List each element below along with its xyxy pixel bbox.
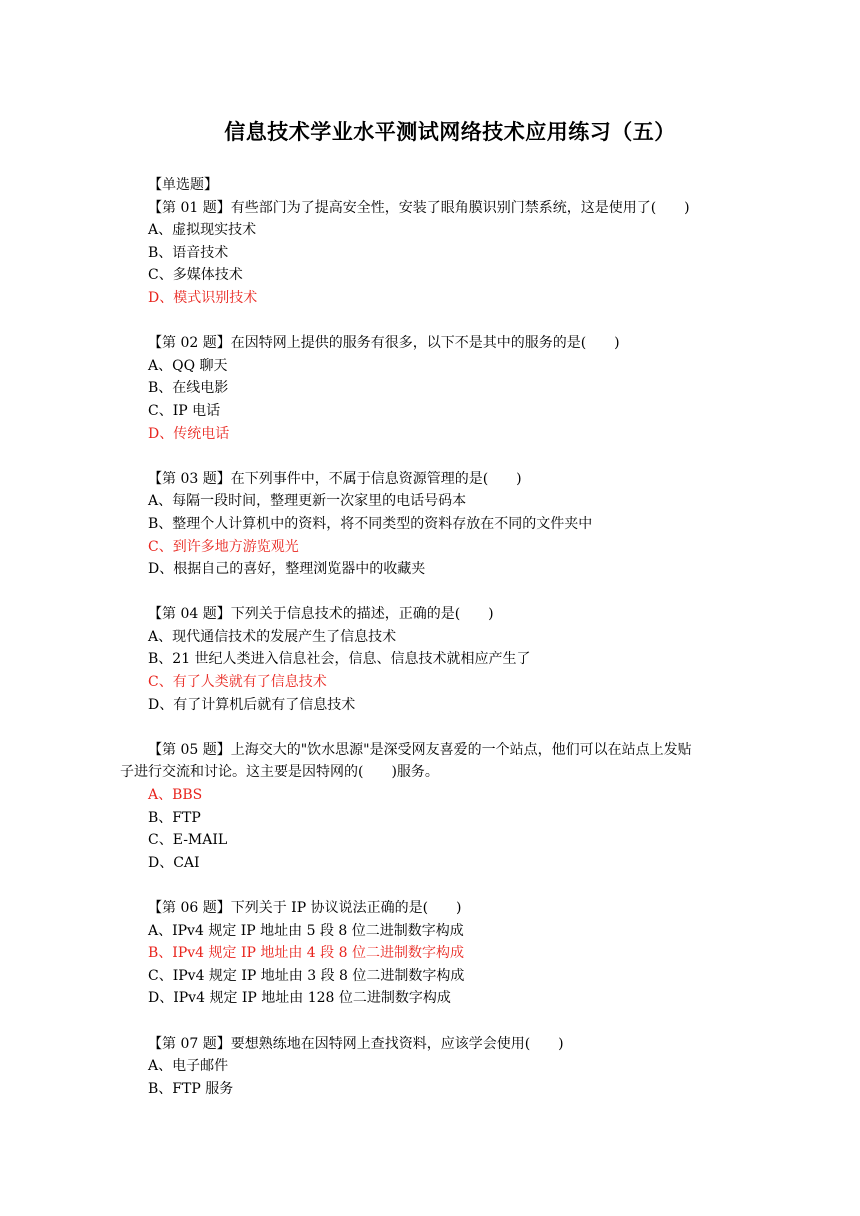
spacer: [148, 310, 748, 333]
correct-option: A、BBS: [148, 787, 203, 804]
question-option: A、IPv4 规定 IP 地址由 5 段 8 位二进制数字构成: [148, 922, 464, 939]
question-stem: 【第 01 题】有些部门为了提高安全性，安装了眼角膜识别门禁系统，这是使用了( ): [148, 199, 690, 216]
spacer: [148, 445, 748, 468]
correct-option: C、有了人类就有了信息技术: [148, 674, 327, 691]
question-option: C、IP 电话: [148, 402, 221, 419]
question-option: A、QQ 聊天: [148, 357, 228, 374]
question-option: A、每隔一段时间，整理更新一次家里的电话号码本: [148, 493, 467, 510]
page-title: 信息技术学业水平测试网络技术应用练习（五）: [224, 120, 676, 144]
question-option: A、现代通信技术的发展产生了信息技术: [148, 628, 397, 645]
question-option: C、E-MAIL: [148, 832, 228, 849]
question-stem: 【第 07 题】要想熟练地在因特网上查找资料，应该学会使用( ): [148, 1035, 564, 1052]
question-stem: 【第 06 题】下列关于 IP 协议说法正确的是( ): [148, 900, 462, 916]
question-option: B、在线电影: [148, 380, 229, 397]
spacer: [148, 716, 748, 739]
question-stem-wrapped: [120, 739, 742, 784]
question-option: D、根据自己的喜好，整理浏览器中的收藏夹: [148, 561, 426, 578]
question-list: [120, 174, 748, 1100]
section-label: 【单选题】: [148, 177, 218, 193]
correct-option: C、到许多地方游览观光: [148, 538, 299, 555]
question-option: D、CAI: [148, 854, 200, 871]
correct-option: D、传统电话: [148, 425, 230, 442]
question-stem: 【第 02 题】在因特网上提供的服务有很多，以下不是其中的服务的是( ): [148, 335, 620, 352]
question-option: C、多媒体技术: [148, 267, 243, 284]
question-option: B、21 世纪人类进入信息社会，信息、信息技术就相应产生了: [148, 651, 531, 668]
correct-option: B、IPv4 规定 IP 地址由 4 段 8 位二进制数字构成: [148, 945, 464, 962]
question-option: A、电子邮件: [148, 1058, 229, 1075]
question-option: B、语音技术: [148, 244, 229, 261]
question-option: B、FTP: [148, 809, 201, 826]
spacer: [148, 874, 748, 897]
question-stem: 【第 03 题】在下列事件中，不属于信息资源管理的是( ): [148, 470, 522, 487]
question-option: D、IPv4 规定 IP 地址由 128 位二进制数字构成: [148, 990, 451, 1007]
spacer: [148, 581, 748, 604]
question-option: A、虚拟现实技术: [148, 222, 257, 239]
question-stem-continued: 子进行交流和讨论。这主要是因特网的( )服务。: [120, 764, 439, 781]
question-option: B、FTP 服务: [148, 1080, 234, 1097]
question-option: C、IPv4 规定 IP 地址由 3 段 8 位二进制数字构成: [148, 967, 465, 984]
spacer: [148, 1010, 748, 1033]
question-option: D、有了计算机后就有了信息技术: [148, 696, 356, 713]
question-stem: 【第 05 题】上海交大的"饮水思源"是深受网友喜爱的一个站点，他们可以在站点上发贴: [148, 741, 692, 758]
question-option: B、整理个人计算机中的资料，将不同类型的资料存放在不同的文件夹中: [148, 515, 593, 532]
correct-option: D、模式识别技术: [148, 289, 258, 306]
question-stem: 【第 04 题】下列关于信息技术的描述，正确的是( ): [148, 606, 494, 623]
